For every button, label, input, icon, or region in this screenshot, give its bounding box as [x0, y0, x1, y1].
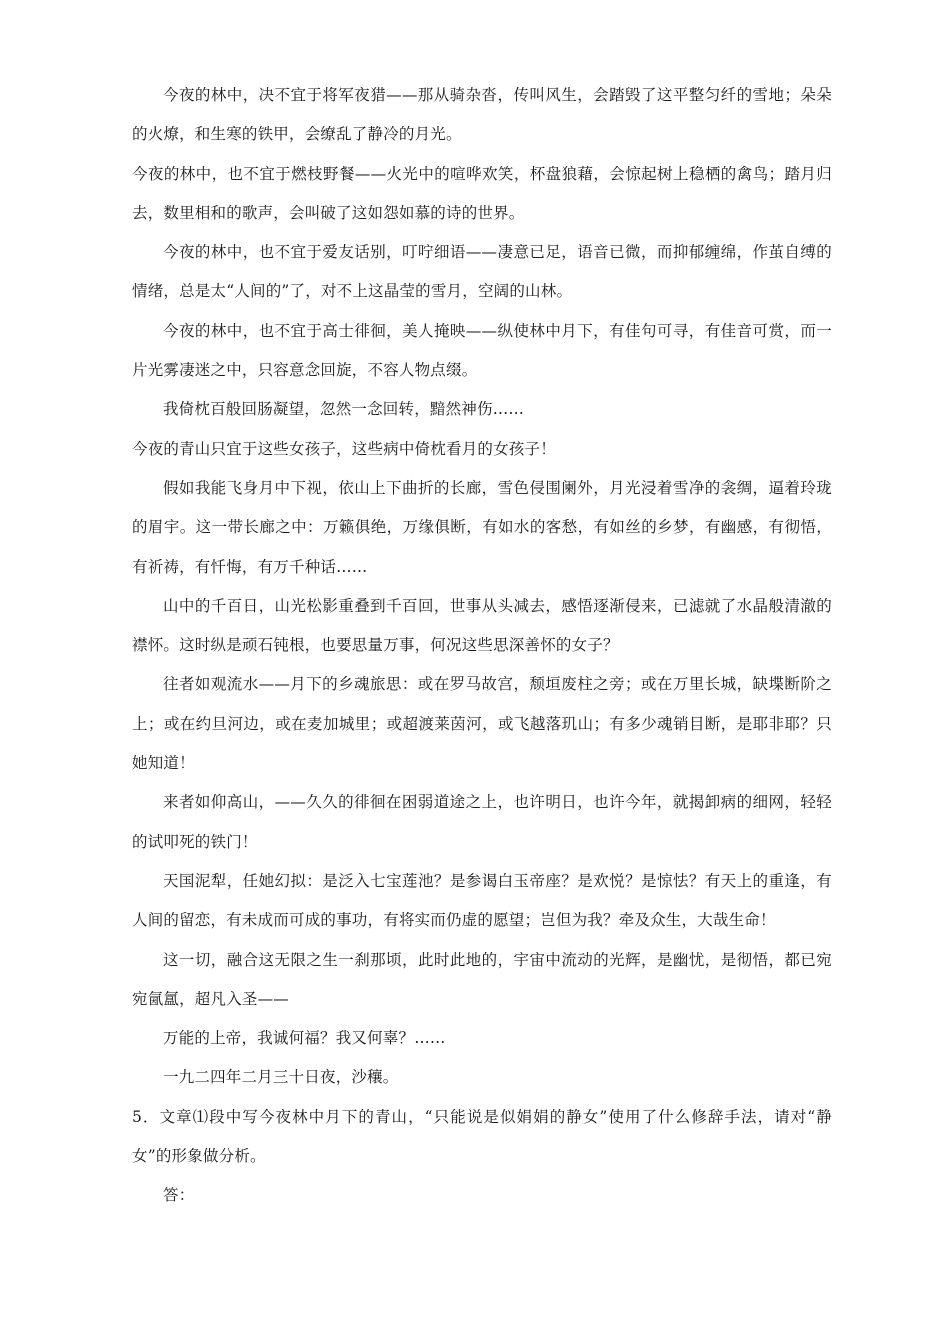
paragraph-7: 假如我能飞身月中下视，依山上下曲折的长廊，雪色侵围阑外，月光浸着雪净的衾绸，逼着玲珑的眉宇。这一带长廊之中：万籁俱绝，万缘俱断，有如水的客愁，有如丝的乡梦，有幽感，有彻悟，有祈祷，有忏悔，有万千种话……: [132, 478, 832, 576]
paragraph-6: 今夜的青山只宜于这些女孩子，这些病中倚枕看月的女孩子！: [132, 439, 556, 458]
paragraph-4: 今夜的林中，也不宜于高士徘徊，美人掩映——纵使林中月下，有佳句可寻，有佳音可赏，而一片光雾凄迷之中，只容意念回旋，不容人物点缀。: [132, 321, 832, 380]
paragraph-8: 山中的千百日，山光松影重叠到千百回，世事从头减去，感悟逐渐侵来，已滤就了水晶般清澈的襟怀。这时纵是顽石钝根，也要思量万事，何况这些思深善怀的女子？: [132, 596, 832, 655]
paragraph-10: 来者如仰高山，——久久的徘徊在困弱道途之上，也许明日，也许今年，就揭卸病的细网，轻轻的试叩死的铁门！: [132, 793, 832, 851]
paragraph-1: 今夜的林中，决不宜于将军夜猎——那从骑杂沓，传叫风生，会踏毁了这平整匀纤的雪地；朵朵的火燎，和生寒的铁甲，会缭乱了静冷的月光。: [132, 86, 832, 144]
answer-label: 答：: [163, 1186, 195, 1205]
paragraph-13: 万能的上帝，我诚何福？我又何辜？……: [163, 1029, 446, 1048]
paragraph-12: 这一切，融合这无限之生一刹那顷，此时此地的，宇宙中流动的光辉，是幽忧，是彻悟，都已宛宛氤氲，超凡入圣——: [132, 950, 832, 1008]
paragraph-11: 天国泥犁，任她幻拟：是泛入七宝莲池？是参谒白玉帝座？是欢悦？是惊怯？有天上的重逢，有人间的留恋，有未成而可成的事功，有将实而仍虚的愿望；岂但为我？牵及众生，大哉生命！: [132, 871, 832, 930]
paragraph-3: 今夜的林中，也不宜于爱友话别，叮咛细语——凄意已足，语音已微，而抑郁缠绵，作茧自缚的情绪，总是太“人间的”了，对不上这晶莹的雪月，空阔的山林。: [132, 243, 832, 301]
date-signature: 一九二四年二月三十日夜，沙穰。: [163, 1068, 399, 1087]
document-body: [132, 76, 832, 1216]
question-5: 5．文章⑴段中写今夜林中月下的青山，“只能说是似娟娟的静女”使用了什么修辞手法，请对“静女”的形象做分析。: [132, 1107, 832, 1166]
paragraph-2: 今夜的林中，也不宜于燃枝野餐——火光中的喧哗欢笑，杯盘狼藉，会惊起树上稳栖的禽鸟；踏月归去，数里相和的歌声，会叫破了这如怨如慕的诗的世界。: [132, 164, 832, 222]
paragraph-5: 我倚枕百般回肠凝望，忽然一念回转，黯然神伤……: [163, 400, 525, 419]
paragraph-9: 往者如观流水——月下的乡魂旅思：或在罗马故宫，颓垣废柱之旁；或在万里长城，缺堞断阶之上；或在约旦河边，或在麦加城里；或超渡莱茵河，或飞越落玑山；有多少魂销目断，是耶非耶？只她知道！: [132, 675, 832, 773]
